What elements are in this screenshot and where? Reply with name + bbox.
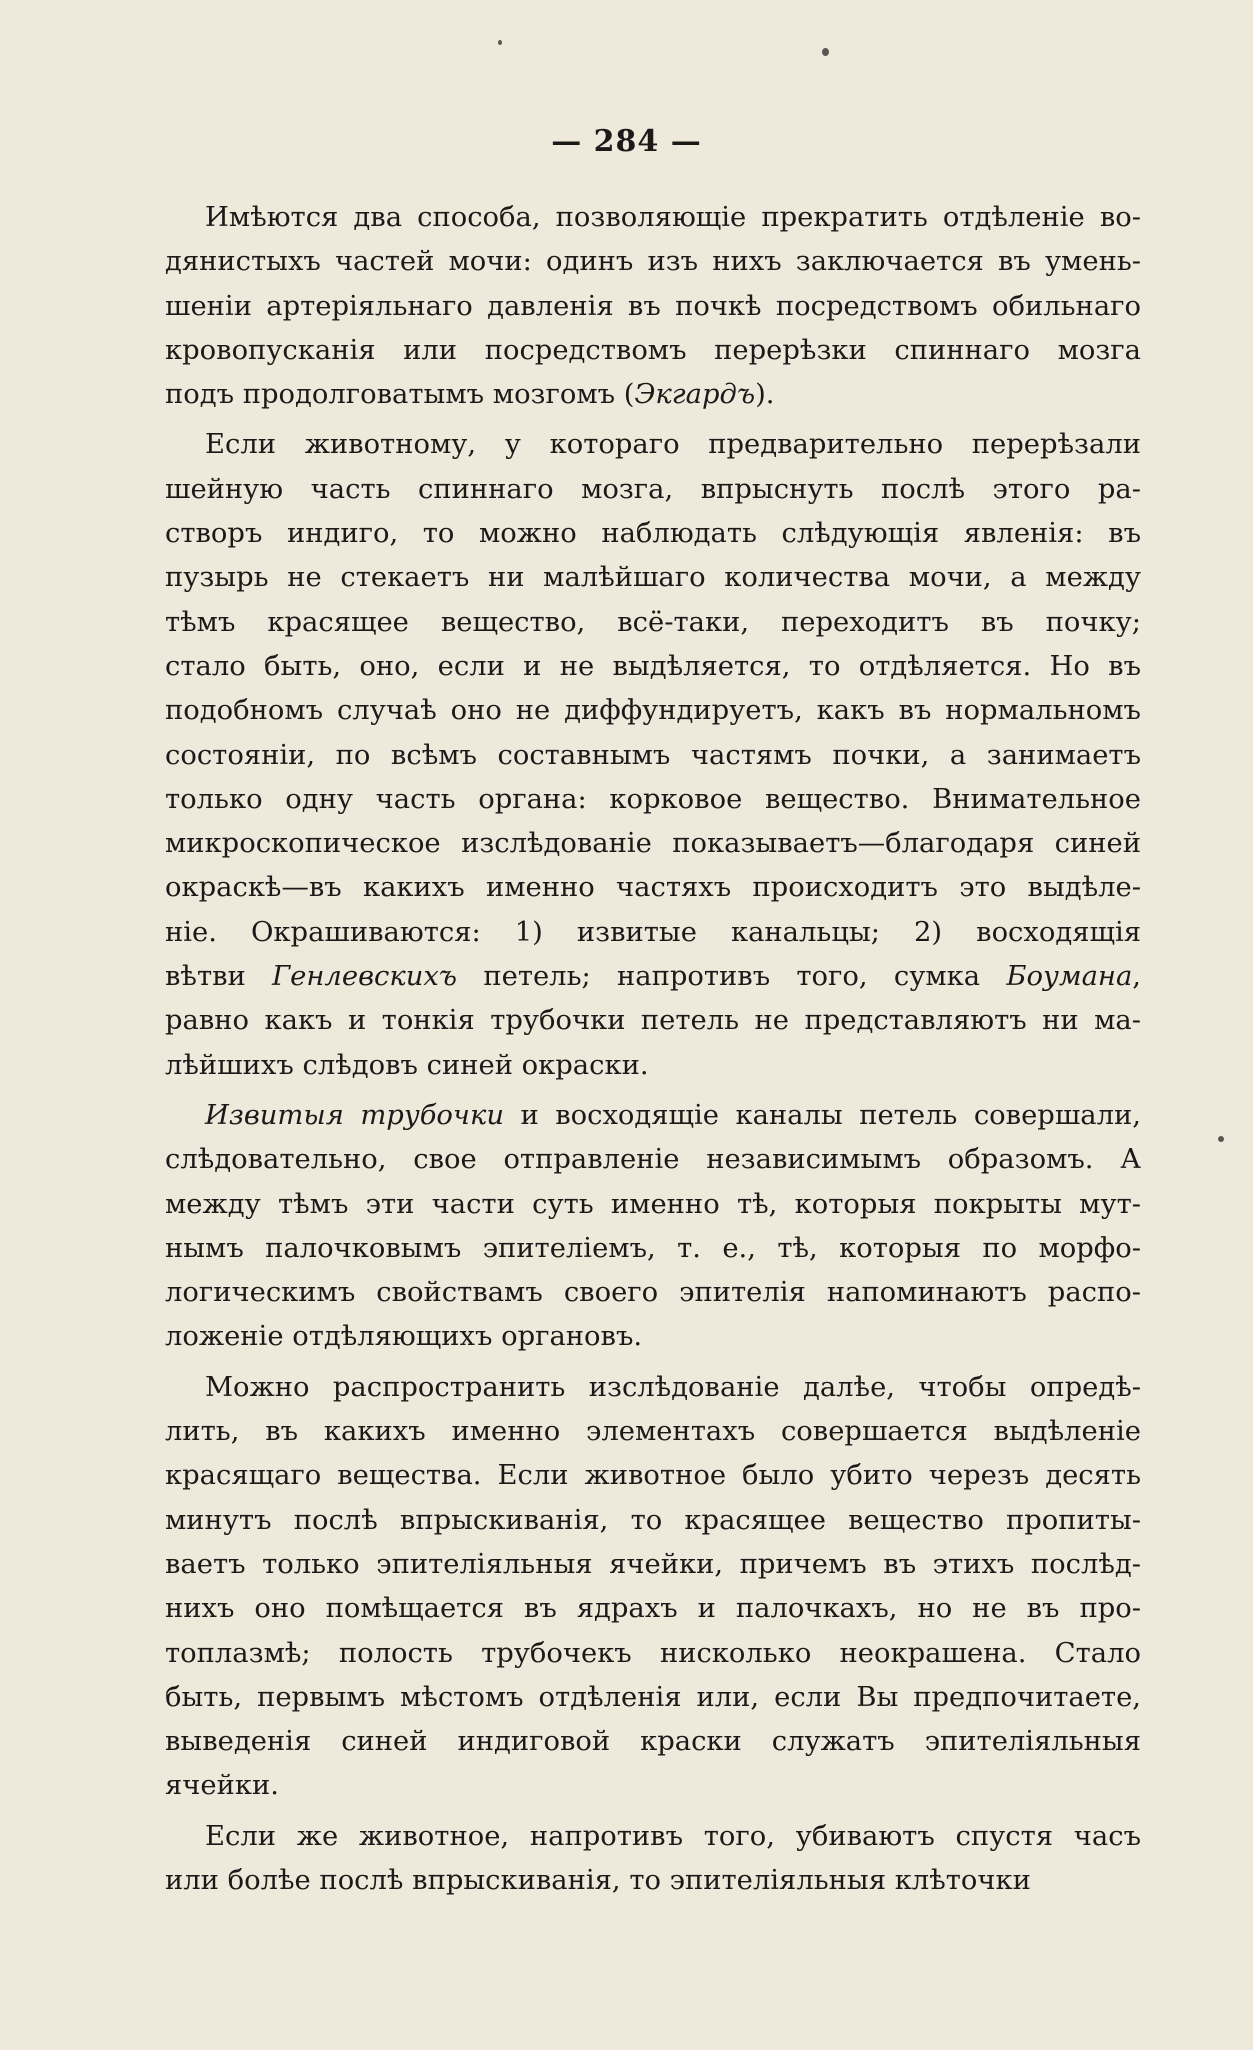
text-line: стало быть, оно, если и не выдѣляется, то отдѣляется. Но въ: [165, 650, 1141, 682]
text-line: выведенія синей индиговой краски служатъ эпителіяльныя: [165, 1726, 1141, 1758]
text-line: логическимъ свойствамъ своего эпителія напоминаютъ распо-: [165, 1277, 1141, 1309]
text-line: слѣдовательно, свое отправленіе независимымъ образомъ. А: [165, 1144, 1141, 1176]
page-number: — 284 —: [551, 124, 702, 159]
text-line: тѣмъ красящее вещество, всё-таки, переходитъ въ почку;: [165, 606, 1141, 638]
text-line: красящаго вещества. Если животное было убито черезъ десять: [165, 1460, 1141, 1492]
text-line: Если же животное, напротивъ того, убиваютъ спустя часъ: [205, 1820, 1141, 1852]
text-line: шейную часть спиннаго мозга, впрыснуть послѣ этого ра-: [165, 473, 1141, 505]
text-line: пузырь не стекаетъ ни малѣйшаго количества мочи, а между: [165, 562, 1141, 594]
print-speck: [1218, 1136, 1224, 1142]
text-line: микроскопическое изслѣдованіе показываетъ—благодаря синей: [165, 828, 1141, 860]
text-line: нымъ палочковымъ эпителіемъ, т. е., тѣ, которыя по морфо-: [165, 1232, 1141, 1264]
text-line: нихъ оно помѣщается въ ядрахъ и палочкахъ, но не въ про-: [165, 1593, 1141, 1625]
text-line: топлазмѣ; полость трубочекъ нисколько неокрашена. Стало: [165, 1637, 1141, 1669]
body-text: [165, 196, 1141, 1903]
text-line: ячейки.: [165, 1770, 279, 1802]
text-line: только одну часть органа: корковое вещество. Внимательное: [165, 783, 1141, 815]
text-line: ніе. Окрашиваются: 1) извитые канальцы; 2) восходящія: [165, 916, 1141, 948]
text-line: Если животному, у котораго предварительно перерѣзали: [205, 429, 1141, 461]
text-line: створъ индиго, то можно наблюдать слѣдующія явленія: въ: [165, 518, 1141, 550]
text-line: Извитыя трубочки и восходящіе каналы петель совершали,: [205, 1099, 1141, 1131]
text-line: подъ продолговатымъ мозгомъ (Экгардъ).: [165, 379, 775, 411]
text-line: или болѣе послѣ впрыскиванія, то эпителіяльныя клѣточки: [165, 1864, 1031, 1896]
print-speck: [498, 40, 502, 45]
text-line: Имѣются два способа, позволяющіе прекратить отдѣленіе во-: [205, 202, 1141, 233]
text-line: ваетъ только эпителіяльныя ячейки, причемъ въ этихъ послѣд-: [165, 1548, 1141, 1580]
text-line: подобномъ случаѣ оно не диффундируетъ, какъ въ нормальномъ: [165, 695, 1141, 727]
text-line: дянистыхъ частей мочи: одинъ изъ нихъ заключается въ умень-: [165, 246, 1141, 278]
paragraph: [165, 1815, 1141, 1904]
paragraph: [165, 1094, 1141, 1360]
text-line: ложеніе отдѣляющихъ органовъ.: [165, 1321, 643, 1353]
paragraph: [165, 423, 1141, 1087]
text-line: вѣтви Генлевскихъ петель; напротивъ того, сумка Боумана,: [165, 961, 1141, 993]
text-line: шеніи артеріяльнаго давленія въ почкѣ посредствомъ обильнаго: [165, 290, 1141, 322]
text-line: между тѣмъ эти части суть именно тѣ, которыя покрыты мут-: [165, 1188, 1141, 1220]
text-line: равно какъ и тонкія трубочки петель не представляютъ ни ма-: [165, 1005, 1141, 1037]
text-line: минутъ послѣ впрыскиванія, то красящее вещество пропиты-: [165, 1504, 1141, 1536]
text-line: кровопусканія или посредствомъ перерѣзки спиннаго мозга: [165, 334, 1141, 366]
paragraph: [165, 1366, 1141, 1809]
text-line: окраскѣ—въ какихъ именно частяхъ происходитъ это выдѣле-: [165, 872, 1141, 904]
text-line: Можно распространить изслѣдованіе далѣе, чтобы опредѣ-: [205, 1371, 1141, 1403]
text-line: лить, въ какихъ именно элементахъ совершается выдѣленіе: [165, 1416, 1141, 1448]
text-line: быть, первымъ мѣстомъ отдѣленія или, если Вы предпочитаете,: [165, 1681, 1141, 1713]
paragraph: [165, 196, 1141, 417]
text-line: состояніи, по всѣмъ составнымъ частямъ почки, а занимаетъ: [165, 739, 1141, 771]
print-speck: [822, 48, 829, 56]
text-line: лѣйшихъ слѣдовъ синей окраски.: [165, 1049, 649, 1081]
